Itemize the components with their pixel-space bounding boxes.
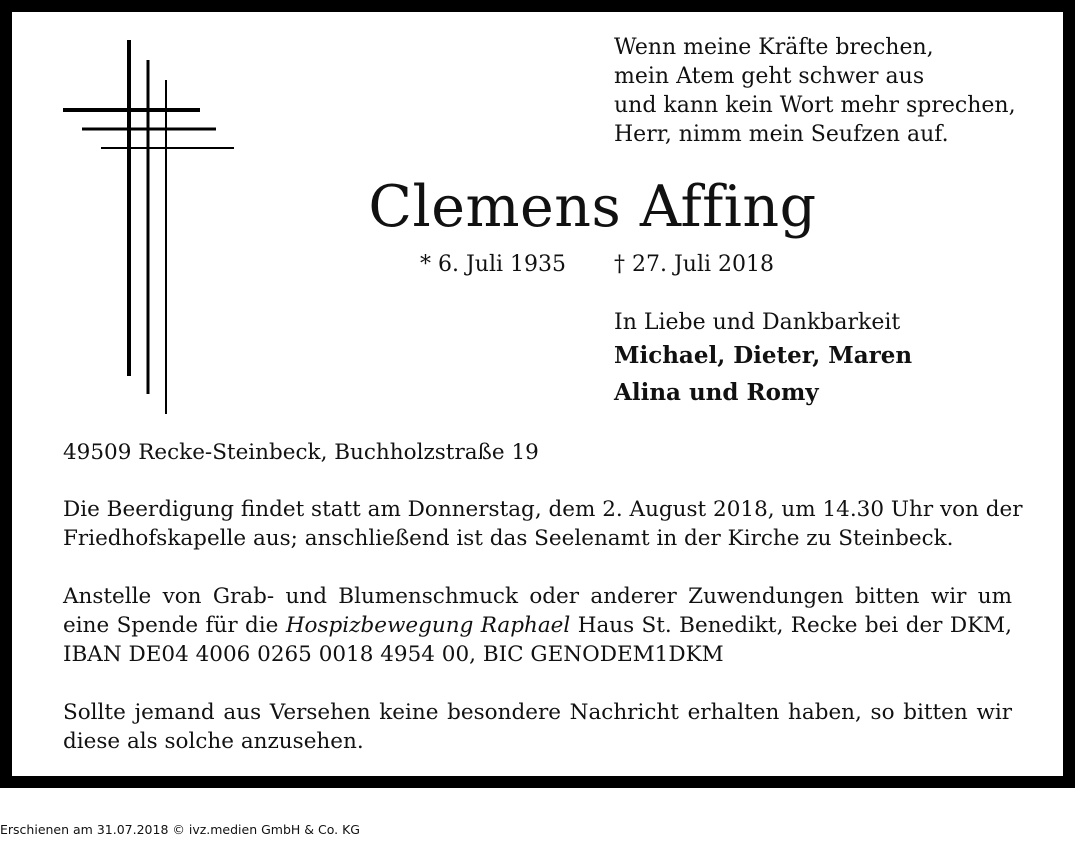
funeral-paragraph: [63, 495, 1023, 553]
publication-footer: Erschienen am 31.07.2018 © ivz.medien GmbH & Co. KG: [0, 822, 360, 837]
poem-line: Herr, nimm mein Seufzen auf.: [614, 122, 949, 147]
death-date: † 27. Juli 2018: [614, 252, 775, 277]
poem: [614, 33, 1034, 149]
deceased-name: Clemens Affing: [368, 174, 817, 240]
bank-details: IBAN DE04 4006 0265 0018 4954 00, BIC GENODEM1DKM: [63, 642, 724, 667]
mourners-names-line1: Michael, Dieter, Maren: [614, 342, 913, 369]
paragraph-line: Die Beerdigung findet statt am Donnerstag, dem 2. August 2018, um 14.30 Uhr von der: [63, 497, 1023, 522]
donation-text: Haus St. Benedikt, Recke bei der DKM,: [577, 613, 1013, 638]
paragraph-line: Anstelle von Grab- und Blumenschmuck oder anderer Zuwendungen bitten wir um: [63, 584, 1012, 609]
birth-date: * 6. Juli 1935: [420, 252, 567, 277]
charity-name: Hospizbewegung Raphael: [285, 613, 571, 638]
notice-paragraph: [63, 698, 1012, 756]
paragraph-line: Friedhofskapelle aus; anschließend ist das Seelenamt in der Kirche zu Steinbeck.: [63, 526, 954, 551]
donation-text: eine Spende für die: [63, 613, 279, 638]
mourners-names-line2: Alina und Romy: [614, 379, 819, 406]
poem-line: Wenn meine Kräfte brechen,: [614, 35, 934, 60]
address: 49509 Recke-Steinbeck, Buchholzstraße 19: [63, 440, 539, 465]
poem-line: mein Atem geht schwer aus: [614, 64, 925, 89]
paragraph-line: diese als solche anzusehen.: [63, 729, 364, 754]
mourners-intro: In Liebe und Dankbarkeit: [614, 310, 901, 335]
poem-line: und kann kein Wort mehr sprechen,: [614, 93, 1016, 118]
paragraph-line: [63, 611, 1012, 640]
mourners: [614, 309, 912, 411]
donation-paragraph: [63, 582, 1012, 669]
paragraph-line: Sollte jemand aus Versehen keine besondere Nachricht erhalten haben, so bitten wir: [63, 700, 1012, 725]
